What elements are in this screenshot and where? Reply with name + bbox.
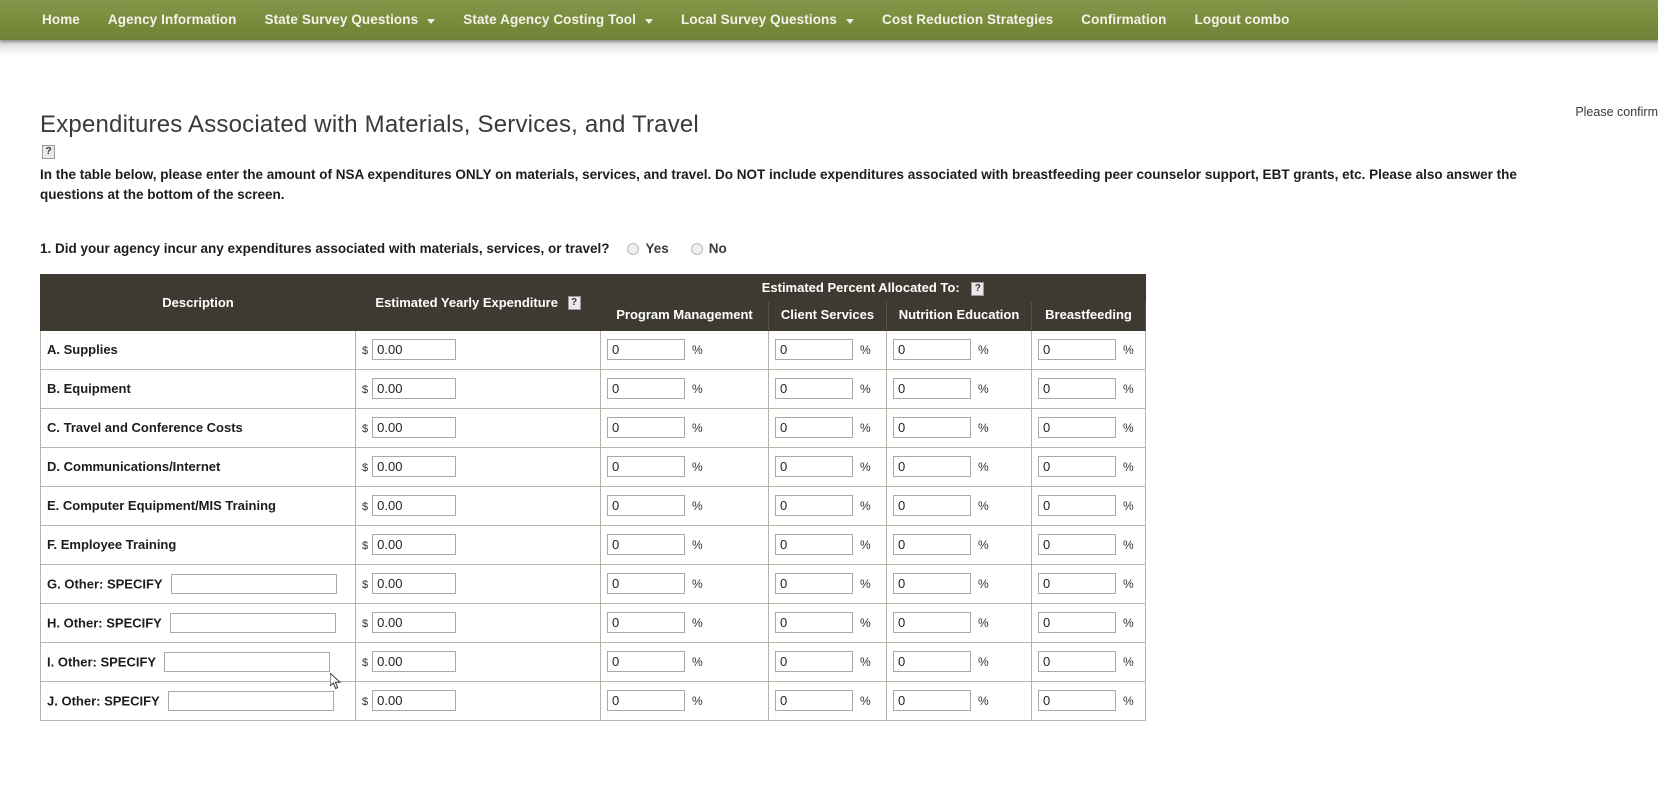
- nutrition-education-cell: [887, 330, 1032, 369]
- page-title: Expenditures Associated with Materials, Services, and Travel: [40, 111, 699, 138]
- table-row: [41, 603, 1146, 642]
- nav-shadow: [0, 40, 1658, 56]
- percent-sign: %: [692, 538, 703, 553]
- table-row: [41, 681, 1146, 720]
- breastfeeding-percent-input[interactable]: [1038, 690, 1116, 711]
- percent-sign: %: [692, 499, 703, 514]
- other-specify-input[interactable]: [164, 652, 330, 672]
- amount-cell: [356, 369, 601, 408]
- row-label: I. Other: SPECIFY: [47, 654, 157, 670]
- program-management-percent-input[interactable]: [607, 690, 685, 711]
- percent-sign: %: [978, 460, 989, 475]
- amount-input[interactable]: [372, 651, 456, 672]
- row-label-cell: [41, 369, 356, 408]
- program-management-cell: [601, 681, 769, 720]
- breastfeeding-cell: [1032, 525, 1146, 564]
- program-management-percent-input[interactable]: [607, 456, 685, 477]
- percent-sign: %: [860, 499, 871, 514]
- row-label: H. Other: SPECIFY: [47, 615, 162, 631]
- breastfeeding-cell: [1032, 681, 1146, 720]
- row-label: A. Supplies: [47, 342, 118, 358]
- nutrition-education-percent-input[interactable]: [893, 495, 971, 516]
- client-services-cell: [769, 564, 887, 603]
- dollar-sign: $: [362, 345, 369, 358]
- percent-group-help-icon[interactable]: ?: [971, 282, 984, 296]
- percent-sign: %: [1123, 616, 1134, 631]
- amount-cell: [356, 525, 601, 564]
- amount-cell: [356, 447, 601, 486]
- program-management-percent-input[interactable]: [607, 534, 685, 555]
- client-services-percent-input[interactable]: [775, 378, 853, 399]
- percent-sign: %: [1123, 694, 1134, 709]
- expenditure-help-icon[interactable]: ?: [568, 296, 581, 310]
- question-1-no-label: No: [708, 241, 727, 256]
- breastfeeding-cell: [1032, 642, 1146, 681]
- nav-item-label: Confirmation: [1081, 12, 1167, 27]
- nav-item-label: State Survey Questions: [264, 12, 419, 27]
- nav-item-label: State Agency Costing Tool: [463, 12, 637, 27]
- amount-cell: [356, 330, 601, 369]
- percent-sign: %: [692, 655, 703, 670]
- percent-sign: %: [692, 577, 703, 592]
- nutrition-education-percent-input[interactable]: [893, 651, 971, 672]
- table-row: [41, 486, 1146, 525]
- dollar-sign: $: [362, 540, 369, 553]
- percent-sign: %: [860, 538, 871, 553]
- percent-sign: %: [692, 694, 703, 709]
- program-management-cell: [601, 408, 769, 447]
- amount-cell: [356, 603, 601, 642]
- percent-sign: %: [978, 538, 989, 553]
- program-management-cell: [601, 486, 769, 525]
- amount-input[interactable]: [372, 339, 456, 360]
- row-label-cell: [41, 681, 356, 720]
- row-label: C. Travel and Conference Costs: [47, 420, 243, 436]
- client-services-percent-input[interactable]: [775, 456, 853, 477]
- page-content: [0, 56, 1658, 721]
- nutrition-education-cell: [887, 525, 1032, 564]
- column-header-estimated-yearly-expenditure: [356, 275, 601, 331]
- column-header-expenditure-label: Estimated Yearly Expenditure: [375, 294, 558, 310]
- nutrition-education-percent-input[interactable]: [893, 573, 971, 594]
- percent-sign: %: [978, 421, 989, 436]
- table-body: [41, 330, 1146, 720]
- nav-item-label: Cost Reduction Strategies: [882, 12, 1054, 27]
- amount-input[interactable]: [372, 417, 456, 438]
- nutrition-education-percent-input[interactable]: [893, 378, 971, 399]
- client-services-percent-input[interactable]: [775, 690, 853, 711]
- column-header-client-services: Client Services: [769, 301, 887, 330]
- program-management-cell: [601, 330, 769, 369]
- table-row: [41, 525, 1146, 564]
- nav-item-state-survey-questions[interactable]: [250, 0, 449, 40]
- percent-sign: %: [1123, 343, 1134, 358]
- client-services-cell: [769, 486, 887, 525]
- client-services-cell: [769, 447, 887, 486]
- client-services-cell: [769, 525, 887, 564]
- row-label-cell: [41, 330, 356, 369]
- nav-item-logout-combo[interactable]: [1181, 0, 1304, 40]
- percent-sign: %: [692, 616, 703, 631]
- program-management-percent-input[interactable]: [607, 651, 685, 672]
- amount-input[interactable]: [372, 456, 456, 477]
- row-label-cell: [41, 564, 356, 603]
- percent-sign: %: [860, 421, 871, 436]
- amount-cell: [356, 564, 601, 603]
- amount-input[interactable]: [372, 573, 456, 594]
- nutrition-education-cell: [887, 486, 1032, 525]
- breastfeeding-percent-input[interactable]: [1038, 651, 1116, 672]
- nutrition-education-cell: [887, 408, 1032, 447]
- table-row: [41, 564, 1146, 603]
- percent-sign: %: [860, 382, 871, 397]
- breastfeeding-percent-input[interactable]: [1038, 612, 1116, 633]
- program-management-percent-input[interactable]: [607, 378, 685, 399]
- row-label-cell: [41, 642, 356, 681]
- amount-cell: [356, 486, 601, 525]
- table-row: [41, 642, 1146, 681]
- program-management-cell: [601, 447, 769, 486]
- amount-input[interactable]: [372, 612, 456, 633]
- row-label-cell: [41, 408, 356, 447]
- question-1-text: 1. Did your agency incur any expenditures associated with materials, services, or travel?: [40, 241, 610, 256]
- other-specify-input[interactable]: [170, 613, 336, 633]
- dollar-sign: $: [362, 423, 369, 436]
- nutrition-education-percent-input[interactable]: [893, 417, 971, 438]
- dollar-sign: $: [362, 618, 369, 631]
- client-services-percent-input[interactable]: [775, 339, 853, 360]
- please-confirm-text: Please confirm: [1575, 105, 1658, 119]
- percent-sign: %: [1123, 382, 1134, 397]
- row-label-cell: [41, 447, 356, 486]
- question-1-row: [40, 241, 1658, 256]
- nutrition-education-cell: [887, 603, 1032, 642]
- percent-sign: %: [860, 460, 871, 475]
- dollar-sign: $: [362, 657, 369, 670]
- percent-sign: %: [978, 616, 989, 631]
- other-specify-input[interactable]: [168, 691, 334, 711]
- row-label: G. Other: SPECIFY: [47, 576, 163, 592]
- client-services-percent-input[interactable]: [775, 495, 853, 516]
- column-header-program-management: Program Management: [601, 301, 769, 330]
- column-header-breastfeeding: Breastfeeding: [1032, 301, 1146, 330]
- percent-sign: %: [978, 343, 989, 358]
- nav-item-cost-reduction-strategies[interactable]: [868, 0, 1067, 40]
- percent-sign: %: [1123, 538, 1134, 553]
- breastfeeding-percent-input[interactable]: [1038, 573, 1116, 594]
- client-services-cell: [769, 642, 887, 681]
- client-services-cell: [769, 408, 887, 447]
- percent-sign: %: [978, 382, 989, 397]
- row-label: E. Computer Equipment/MIS Training: [47, 498, 276, 514]
- breastfeeding-cell: [1032, 486, 1146, 525]
- other-specify-input[interactable]: [171, 574, 337, 594]
- percent-group-label: Estimated Percent Allocated To:: [761, 280, 960, 295]
- help-icon[interactable]: ?: [42, 145, 55, 159]
- program-management-cell: [601, 564, 769, 603]
- question-1-yes-radio[interactable]: [627, 243, 639, 255]
- amount-cell: [356, 681, 601, 720]
- program-management-percent-input[interactable]: [607, 573, 685, 594]
- percent-sign: %: [1123, 655, 1134, 670]
- client-services-percent-input[interactable]: [775, 612, 853, 633]
- nutrition-education-percent-input[interactable]: [893, 456, 971, 477]
- percent-sign: %: [1123, 499, 1134, 514]
- program-management-percent-input[interactable]: [607, 417, 685, 438]
- nav-item-local-survey-questions[interactable]: [667, 0, 868, 40]
- nutrition-education-percent-input[interactable]: [893, 534, 971, 555]
- percent-sign: %: [978, 577, 989, 592]
- table-row: [41, 408, 1146, 447]
- client-services-percent-input[interactable]: [775, 534, 853, 555]
- nav-item-label: Agency Information: [107, 12, 237, 27]
- percent-sign: %: [978, 694, 989, 709]
- amount-input[interactable]: [372, 378, 456, 399]
- breastfeeding-cell: [1032, 447, 1146, 486]
- row-label-cell: [41, 603, 356, 642]
- nutrition-education-cell: [887, 369, 1032, 408]
- amount-cell: [356, 408, 601, 447]
- client-services-cell: [769, 330, 887, 369]
- program-management-cell: [601, 642, 769, 681]
- percent-sign: %: [860, 694, 871, 709]
- breastfeeding-percent-input[interactable]: [1038, 417, 1116, 438]
- nutrition-education-percent-input[interactable]: [893, 612, 971, 633]
- program-management-cell: [601, 603, 769, 642]
- question-1-no-radio[interactable]: [691, 243, 703, 255]
- chevron-down-icon: [427, 19, 435, 24]
- nav-item-label: Logout combo: [1194, 12, 1290, 27]
- breastfeeding-percent-input[interactable]: [1038, 456, 1116, 477]
- column-header-nutrition-education: Nutrition Education: [887, 301, 1032, 330]
- row-label-cell: [41, 486, 356, 525]
- program-management-percent-input[interactable]: [607, 339, 685, 360]
- breastfeeding-percent-input[interactable]: [1038, 378, 1116, 399]
- client-services-percent-input[interactable]: [775, 651, 853, 672]
- nav-item-label: Local Survey Questions: [681, 12, 838, 27]
- dollar-sign: $: [362, 462, 369, 475]
- breastfeeding-cell: [1032, 369, 1146, 408]
- nutrition-education-percent-input[interactable]: [893, 339, 971, 360]
- column-header-percent-group: [601, 275, 1146, 302]
- breastfeeding-cell: [1032, 603, 1146, 642]
- column-header-description: Description: [41, 275, 356, 331]
- amount-input[interactable]: [372, 690, 456, 711]
- client-services-cell: [769, 369, 887, 408]
- row-label: F. Employee Training: [47, 537, 177, 553]
- chevron-down-icon: [645, 19, 653, 24]
- nav-item-state-agency-costing-tool[interactable]: [449, 0, 667, 40]
- percent-sign: %: [1123, 460, 1134, 475]
- table-header: [41, 275, 1146, 331]
- table-row: [41, 369, 1146, 408]
- percent-sign: %: [860, 655, 871, 670]
- percent-sign: %: [860, 577, 871, 592]
- nav-item-confirmation[interactable]: [1067, 0, 1180, 40]
- row-label-cell: [41, 525, 356, 564]
- breastfeeding-cell: [1032, 330, 1146, 369]
- percent-sign: %: [860, 616, 871, 631]
- nutrition-education-percent-input[interactable]: [893, 690, 971, 711]
- chevron-down-icon: [846, 19, 854, 24]
- nutrition-education-cell: [887, 681, 1032, 720]
- dollar-sign: $: [362, 696, 369, 709]
- row-label: D. Communications/Internet: [47, 459, 221, 475]
- dollar-sign: $: [362, 384, 369, 397]
- main-navigation-bar: [0, 0, 1658, 40]
- percent-sign: %: [692, 460, 703, 475]
- row-label: B. Equipment: [47, 381, 131, 397]
- intro-text: In the table below, please enter the amount of NSA expenditures ONLY on materials, services, and travel. Do NOT include expenditures associated with breastfeeding peer counselor support, EBT grants, etc. Please also answer the questions at the bottom of the screen.: [40, 167, 1517, 202]
- percent-sign: %: [978, 655, 989, 670]
- expenditures-table: [40, 274, 1146, 721]
- amount-input[interactable]: [372, 534, 456, 555]
- row-label: J. Other: SPECIFY: [47, 693, 160, 709]
- table-row: [41, 330, 1146, 369]
- nav-item-home[interactable]: [28, 0, 94, 40]
- percent-sign: %: [860, 343, 871, 358]
- client-services-percent-input[interactable]: [775, 417, 853, 438]
- breastfeeding-percent-input[interactable]: [1038, 534, 1116, 555]
- nutrition-education-cell: [887, 642, 1032, 681]
- percent-sign: %: [692, 421, 703, 436]
- program-management-cell: [601, 369, 769, 408]
- amount-input[interactable]: [372, 495, 456, 516]
- nav-item-label: Home: [42, 12, 80, 27]
- program-management-percent-input[interactable]: [607, 495, 685, 516]
- program-management-percent-input[interactable]: [607, 612, 685, 633]
- breastfeeding-cell: [1032, 408, 1146, 447]
- percent-sign: %: [1123, 421, 1134, 436]
- dollar-sign: $: [362, 501, 369, 514]
- program-management-cell: [601, 525, 769, 564]
- nutrition-education-cell: [887, 564, 1032, 603]
- breastfeeding-cell: [1032, 564, 1146, 603]
- amount-cell: [356, 642, 601, 681]
- dollar-sign: $: [362, 579, 369, 592]
- breastfeeding-percent-input[interactable]: [1038, 495, 1116, 516]
- percent-sign: %: [692, 343, 703, 358]
- breastfeeding-percent-input[interactable]: [1038, 339, 1116, 360]
- nutrition-education-cell: [887, 447, 1032, 486]
- question-1-yes-label: Yes: [645, 241, 669, 256]
- client-services-cell: [769, 603, 887, 642]
- client-services-cell: [769, 681, 887, 720]
- table-header-row-1: [41, 275, 1146, 302]
- percent-sign: %: [978, 499, 989, 514]
- nav-item-agency-information[interactable]: [94, 0, 251, 40]
- table-row: [41, 447, 1146, 486]
- client-services-percent-input[interactable]: [775, 573, 853, 594]
- percent-sign: %: [1123, 577, 1134, 592]
- percent-sign: %: [692, 382, 703, 397]
